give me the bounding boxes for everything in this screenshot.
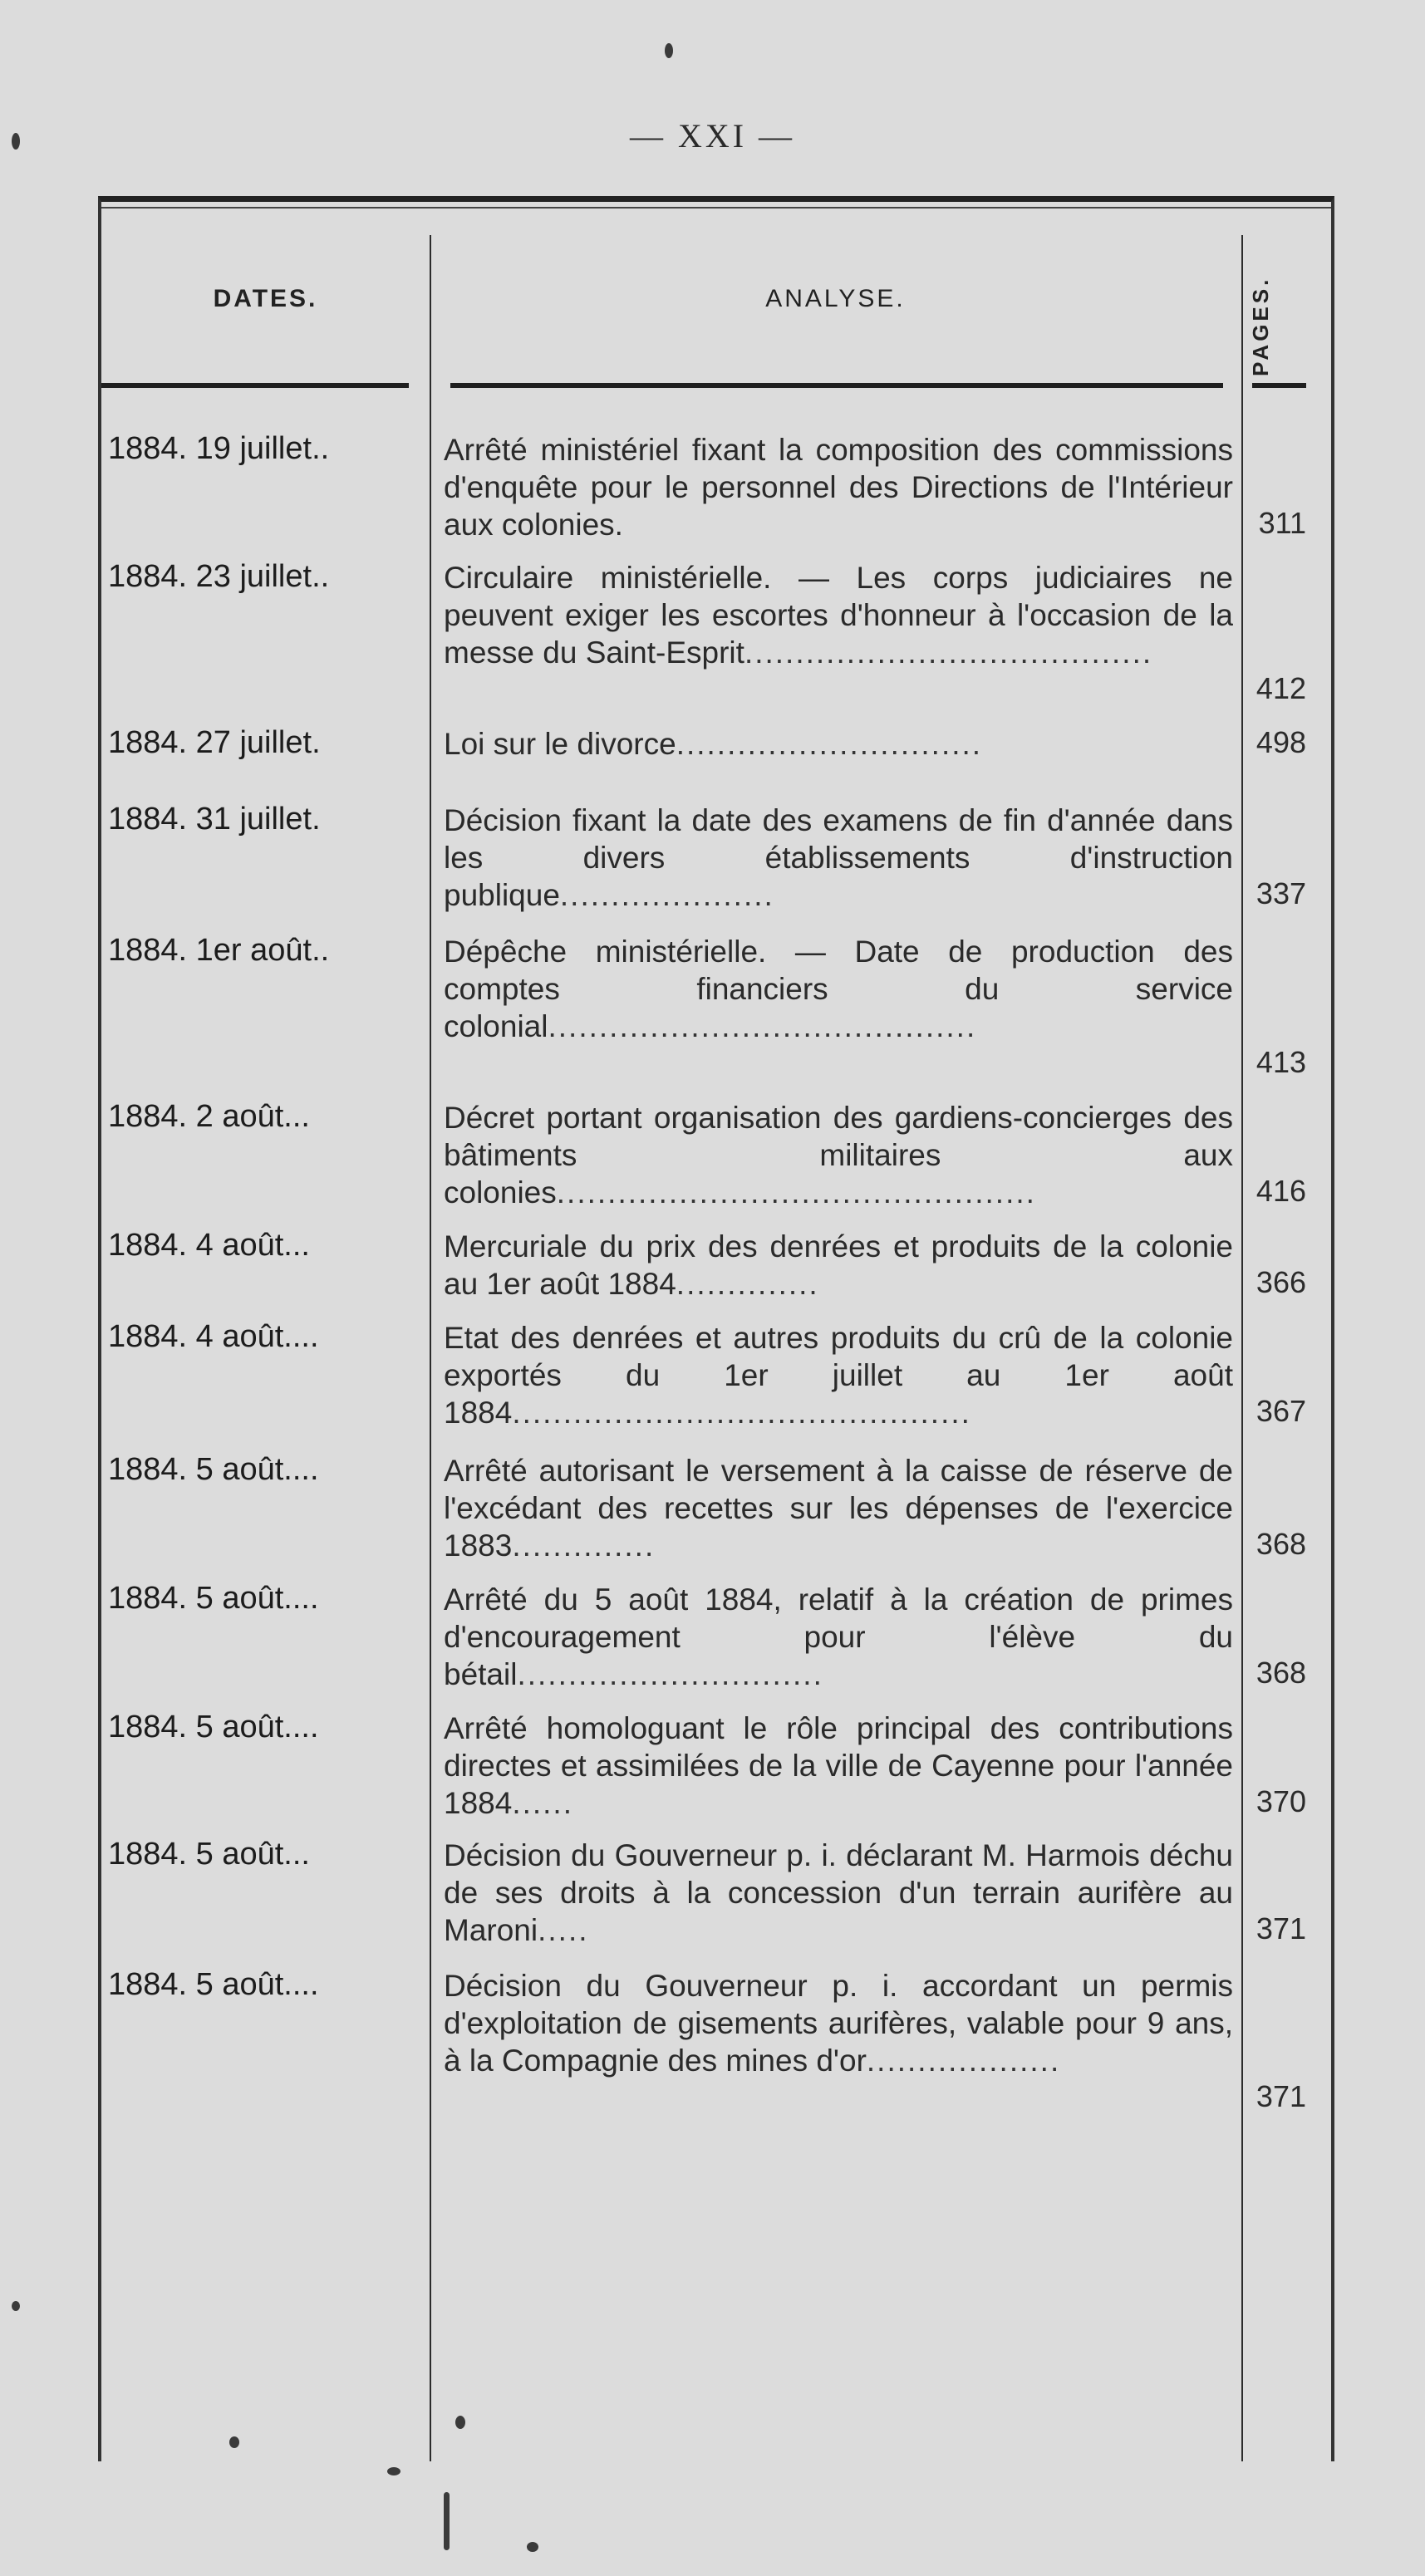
row-analysis: Dépêche ministérielle. — Date de production des comptes financiers du service colonial.......................................... [444, 935, 1233, 1043]
row-page: 368 [1255, 1527, 1306, 1561]
row-analysis: Décision du Gouverneur p. i. accordant un permis d'exploitation de gisements aurifères, valable pour 9 ans, à la Compagnie des mines d'or................... [444, 1969, 1233, 2078]
row-date: 1884. 5 août.... [108, 1967, 319, 2002]
index-table [98, 196, 1334, 2461]
row-date: 1884. 1er août.. [108, 933, 330, 968]
row-analysis: Décret portant organisation des gardiens-concierges des bâtiments militaires aux colonies............................................... [444, 1101, 1233, 1209]
scan-speck [527, 2542, 538, 2552]
row-analysis: Mercuriale du prix des denrées et produits de la colonie au 1er août 1884.............. [444, 1229, 1233, 1301]
row-date: 1884. 5 août.... [108, 1710, 319, 1744]
row-analysis: Décision du Gouverneur p. i. déclarant M. Harmois déchu de ses droits à la concession d'un terrain aurifère au Maroni..... [444, 1838, 1233, 1947]
scan-speck [455, 2416, 465, 2429]
row-date: 1884. 5 août.... [108, 1581, 319, 1616]
scan-speck [12, 133, 20, 150]
row-page: 337 [1255, 876, 1306, 910]
row-date: 1884. 27 juillet. [108, 725, 321, 760]
header-rule-analyse [450, 383, 1223, 388]
row-page: 367 [1255, 1394, 1306, 1428]
row-analysis: Arrêté du 5 août 1884, relatif à la création de primes d'encouragement pour l'élève du bétail.............................. [444, 1582, 1233, 1691]
scan-speck [665, 43, 673, 58]
column-header-analyse: ANALYSE. [765, 285, 906, 312]
row-page: 368 [1255, 1656, 1306, 1690]
header-rule-pages [1252, 383, 1306, 388]
column-header-dates: DATES. [213, 285, 318, 312]
column-header-pages: PAGES. [1248, 276, 1273, 377]
row-page: 498 [1255, 725, 1306, 759]
row-page: 371 [1255, 2079, 1306, 2113]
row-analysis: Arrêté homologuant le rôle principal des contributions directes et assimilées de la ville de Cayenne pour l'année 1884...... [444, 1711, 1233, 1820]
page-number-header: — XXI — [629, 117, 796, 155]
row-page: 311 [1258, 506, 1306, 540]
row-date: 1884. 19 juillet.. [108, 431, 330, 466]
row-date: 1884. 23 juillet.. [108, 559, 330, 594]
scan-speck [444, 2492, 450, 2550]
column-divider-dates [430, 235, 431, 2461]
row-date: 1884. 2 août... [108, 1099, 310, 1134]
row-analysis: Loi sur le divorce.............................. [444, 727, 983, 761]
column-divider-analyse [1241, 235, 1243, 2461]
scan-speck [387, 2467, 400, 2475]
row-page: 370 [1255, 1784, 1306, 1818]
row-analysis: Décision fixant la date des examens de fin d'année dans les divers établissements d'instruction publique..................... [444, 803, 1233, 912]
row-date: 1884. 5 août.... [108, 1452, 319, 1487]
row-date: 1884. 4 août.... [108, 1319, 319, 1354]
row-date: 1884. 31 juillet. [108, 802, 321, 837]
scan-speck [12, 2301, 20, 2311]
row-date: 1884. 5 août... [108, 1837, 310, 1872]
row-page: 413 [1255, 1045, 1306, 1079]
row-page: 412 [1255, 671, 1306, 705]
row-analysis: Etat des denrées et autres produits du crû de la colonie exportés du 1er juillet au 1er août 1884............................................. [444, 1321, 1233, 1430]
row-analysis: Arrêté autorisant le versement à la caisse de réserve de l'excédant des recettes sur les dépenses de l'exercice 1883.............. [444, 1454, 1233, 1563]
row-analysis: Arrêté ministériel fixant la composition des commissions d'enquête pour le personnel des Directions de l'Intérieur aux colonies. [444, 433, 1233, 542]
row-page: 366 [1255, 1265, 1306, 1299]
row-page: 416 [1255, 1174, 1306, 1208]
row-analysis: Circulaire ministérielle. — Les corps judiciaires ne peuvent exiger les escortes d'honneur à l'occasion de la messe du Saint-Esprit........................................ [444, 561, 1233, 670]
scan-speck [229, 2436, 239, 2448]
row-date: 1884. 4 août... [108, 1228, 310, 1263]
row-page: 371 [1255, 1911, 1306, 1945]
header-rule-dates [101, 383, 409, 388]
